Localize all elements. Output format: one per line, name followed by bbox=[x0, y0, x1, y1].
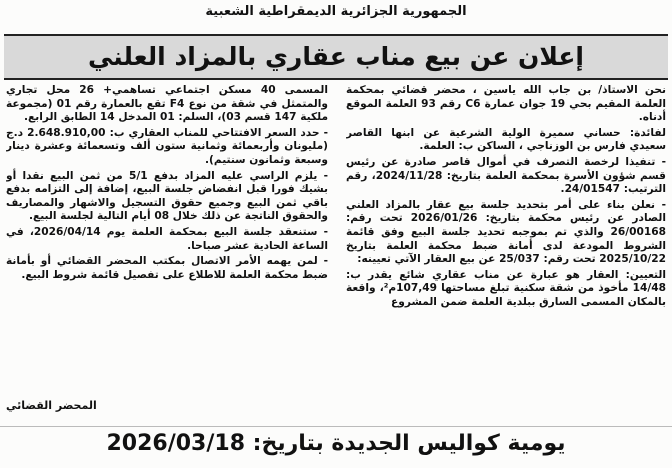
paragraph-session-date: - ستنعقد جلسة البيع بمحكمة العلمة يوم 2026/04/14، في الساعة الحادية عشر صباحا. bbox=[6, 225, 328, 252]
paragraph-authorization: - تنفيذا لرخصة التصرف في أموال قاصر صادرة عن رئيس قسم شؤون الأسرة بمحكمة العلمة بتاريخ: 2024/11/28، رقم الترتيب: 24/01547. bbox=[346, 155, 666, 196]
paragraph-contact: - لمن يهمه الأمر الاتصال بمكتب المحضر القضائي أو بأمانة ضبط محكمة العلمة للاطلاع على تفصيل قائمة شروط البيع. bbox=[6, 255, 328, 281]
paragraph-payment-terms: - يلزم الراسي عليه المزاد بدفع 5/1 من ثمن البيع نقدا أو بشيك فورا قبل انفضاض جلسة البيع، إضافة إلى التزامه بدفع باقي ثمن البيع وجميع حقوق التسجيل والاشهار والمصاريف والحقوق الناتجة عن ذلك خلال 08 أيام التالية لجلسة البيع. bbox=[6, 169, 328, 223]
announcement-title: إعلان عن بيع مناب عقاري بالمزاد العلني bbox=[87, 42, 585, 71]
paragraph-property-designation: التعيين: العقار هو عبارة عن مناب عقاري شائع يقدر ب: 14/48 مأخوذ من شقة سكنية تبلغ مساحتها 107,49م²، واقعة بالمكان المسمى السارق ببلدية العلمة ضمن المشروع bbox=[346, 268, 666, 308]
paragraph-sale-order: - نعلن بناء على أمر بتحديد جلسة بيع عقار بالمزاد العلني الصادر عن رئيس محكمة بتاريخ: 2026/01/26 تحت رقم: 26/00168 والذي تم بموجبه تحديد جلسة البيع وفق قائمة الشروط المودعة لدى أمانة ضبط محكمة العلمة بتاريخ 2025/10/22 تحت رقم: 25/037 عن بيع العقار الآتي تعيينه: bbox=[346, 198, 666, 266]
paragraph-opening-price: - حدد السعر الافتتاحي للمناب العقاري ب: 2.648.910,00 د.ج (مليونان وأربعمائة وثمانية ستون ألف وتسعمائة وعشرة دينار وسبعة وثمانون سنتيم). bbox=[6, 126, 328, 166]
paragraph-property-details: المسمى 40 مسكن اجتماعي تساهمي+ 26 محل تجاري والمتمثل في شقة من نوع F4 تقع بالعمارة رقم 01 (مجموعة ملكية 147 قسم 03)، السلم: 01 المدخل 14 الطابق الرابع. bbox=[6, 84, 328, 124]
paragraph-bailiff-intro: نحن الاستاذ/ بن جاب الله ياسين ، محضر قضائي بمحكمة العلمة المقيم بحي 19 جوان عمارة C6 رقم 93 العلمة الموقع أدناه. bbox=[346, 84, 666, 124]
right-text-column bbox=[346, 84, 666, 426]
signature-label: المحضر القضائي bbox=[6, 399, 97, 412]
republic-header: الجمهورية الجزائرية الديمقراطية الشعبية bbox=[205, 4, 467, 19]
publication-date-line: يومية كواليس الجديدة بتاريخ: 2026/03/18 bbox=[106, 431, 566, 456]
paragraph-beneficiary: لفائدة: حساني سميرة الولية الشرعية عن ابنها القاصر سعيدي فارس بن الوزناجي ، الساكن ب: العلمة. bbox=[346, 126, 666, 153]
left-text-column bbox=[6, 84, 328, 426]
title-banner bbox=[4, 34, 668, 80]
publication-footer bbox=[0, 426, 672, 467]
